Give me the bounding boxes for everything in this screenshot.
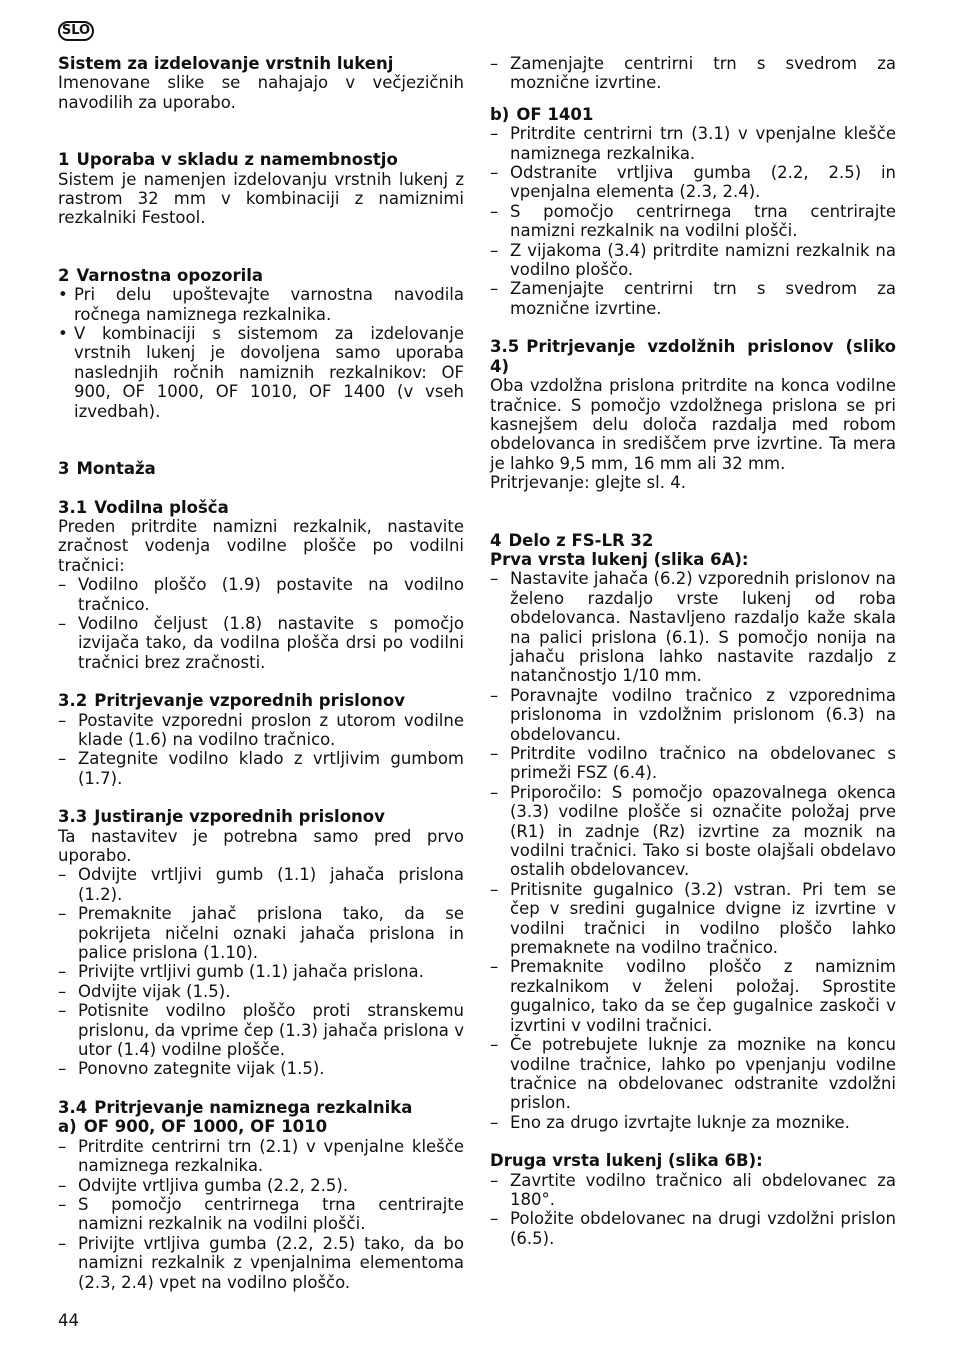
- dash-marker: –: [490, 240, 499, 260]
- section-3-1-heading: [58, 498, 464, 517]
- dash-marker: –: [58, 575, 67, 595]
- list-item: – Premaknite jahač prislona tako, da se pokrijeta ničelni oznaki jahača prislona in palice prislona (1.10).: [58, 904, 464, 963]
- dash-marker: –: [58, 865, 67, 885]
- dash-marker: –: [490, 163, 499, 183]
- section-3-4-heading: [58, 1098, 464, 1117]
- section-3-3-text: Ta nastavitev je potrebna samo pred prvo uporabo.: [58, 826, 464, 865]
- bullet-marker: •: [58, 324, 68, 344]
- dash-marker: –: [58, 710, 67, 730]
- list-item: – Odvijte vrtljivi gumb (1.1) jahača prislona (1.2).: [58, 865, 464, 904]
- list-item: – Odvijte vrtljiva gumba (2.2, 2.5).: [58, 1175, 349, 1195]
- section-number: 3.3: [58, 807, 88, 827]
- dash-marker: –: [58, 1194, 67, 1214]
- left-column: [58, 54, 464, 1292]
- dash-marker: –: [490, 782, 499, 802]
- list-item: – Privijte vrtljivi gumb (1.1) jahača prislona.: [58, 962, 424, 982]
- section-3-1-text: Preden pritrdite namizni rezkalnik, nastavite zračnost vodenja vodilne plošče po vodilni tračnici:: [58, 516, 464, 575]
- dash-marker: –: [58, 1175, 67, 1195]
- list-item: – Premaknite vodilno ploščo z namiznim rezkalnikom v želeni položaj. Sprostite gugalnico, tako da se čep gugalnice zaskoči v izvrtini v vodilni tračnici.: [490, 957, 896, 1035]
- subsection-second-row-heading: Druga vrsta lukenj (slika 6B):: [490, 1151, 763, 1171]
- dash-marker: –: [58, 981, 67, 1001]
- list-item: – Privijte vrtljiva gumba (2.2, 2.5) tako, da bo namizni rezkalnik z vpenjalnima elementoma (2.3, 2.4) vpet na vodilno ploščo.: [58, 1233, 464, 1292]
- list-item: – Priporočilo: S pomočjo opazovalnega okenca (3.3) vodilne plošče si označite položaj prve (R1) in zadnje (Rz) izvrtine za moznik na vodilni tračnici. Tako si boste olajšali obdelavo ostalih obdelovancev.: [490, 782, 896, 880]
- dash-marker: –: [490, 1112, 499, 1132]
- section-number: 3: [58, 459, 70, 479]
- list-item: – Z vijakoma (3.4) pritrdite namizni rezkalnik na vodilno ploščo.: [490, 240, 896, 280]
- list-item: – Pritisnite gugalnico (3.2) vstran. Pri tem se čep v sredini gugalnice dvigne iz izvrtine v vodilni tračnici in vodilno ploščo lahko premaknete na vodilno tračnico.: [490, 879, 896, 958]
- section-3-5-text: Oba vzdolžna prislona pritrdite na konca vodilne tračnice. S pomočjo vzdolžnega prislona se pri kasnejšem delu določa razdalja med robom obdelovanca in središčem prve izvrtine. Ta mera je lahko 9,5 mm, 16 mm ali 32 mm.: [490, 376, 896, 473]
- dash-marker: –: [490, 569, 499, 589]
- list-item: – Ponovno zategnite vijak (1.5).: [58, 1059, 325, 1079]
- list-item: – Če potrebujete luknje za moznike na koncu vodilne tračnice, lahko po vpenjanju vodilne tračnice na obdelovanec odstranite vzdolžni prislon.: [490, 1035, 896, 1113]
- list-item: – Eno za drugo izvrtajte luknje za moznike.: [490, 1112, 850, 1132]
- section-title: Vodilna plošča: [94, 497, 229, 517]
- dash-marker: –: [58, 613, 67, 633]
- section-title: Pritrjevanje namiznega rezkalnika: [94, 1097, 413, 1117]
- dash-marker: –: [490, 54, 499, 73]
- list-item: – Pritrdite vodilno tračnico na obdelovanec s primeži FSZ (6.4).: [490, 744, 896, 783]
- list-item: – Zamenjajte centrirni trn s svedrom za moznične izvrtine.: [490, 279, 896, 318]
- dash-marker: –: [490, 744, 499, 763]
- section-number: 3.2: [58, 691, 88, 711]
- list-item: – Odvijte vijak (1.5).: [58, 981, 231, 1001]
- section-number: b): [490, 104, 510, 124]
- list-item: – Zavrtite vodilno tračnico ali obdelovanec za 180°.: [490, 1170, 896, 1209]
- dash-marker: –: [490, 957, 499, 977]
- list-item: – S pomočjo centrirnega trna centrirajte namizni rezkalnik na vodilni plošči.: [58, 1194, 464, 1234]
- dash-marker: –: [490, 1209, 499, 1229]
- list-item: – Nastavite jahača (6.2) vzporednih prislonov na želeno razdaljo vrste lukenj od roba obdelovanca. Nastavljeno razdaljo kaže skala na palici prislona (6.1). S pomočjo nonija na jahaču prislona lahko nastavite razdaljo z natančnostjo 1/10 mm.: [490, 569, 896, 686]
- dash-marker: –: [490, 201, 499, 221]
- section-3-heading: [58, 459, 464, 478]
- section-3-4-b-heading: [490, 105, 896, 124]
- page-title: Sistem za izdelovanje vrstnih lukenj: [58, 54, 394, 73]
- dash-marker: –: [58, 1136, 67, 1156]
- list-item: – Pritrdite centrirni trn (2.1) v vpenjalne klešče namiznega rezkalnika.: [58, 1136, 464, 1176]
- section-3-5-heading: [490, 337, 896, 376]
- section-title: Varnostna opozorila: [76, 265, 264, 285]
- list-item: – Postavite vzporedni proslon z utorom vodilne klade (1.6) na vodilno tračnico.: [58, 710, 464, 749]
- section-3-3-heading: [58, 807, 464, 826]
- section-title: OF 1401: [516, 104, 594, 124]
- section-title: Pritrjevanje vzdolžnih prislonov (sliko 4): [490, 337, 896, 376]
- section-number: 3.4: [58, 1097, 88, 1117]
- section-title: Delo z FS-LR 32: [508, 530, 654, 550]
- dash-marker: –: [490, 879, 499, 899]
- list-item: – Poravnajte vodilno tračnico z vzporednima prislonoma in vzdolžnim prislonom (6.3) na obdelovancu.: [490, 685, 896, 744]
- section-3-5-text-2: Pritrjevanje: glejte sl. 4.: [490, 473, 686, 493]
- dash-marker: –: [490, 1035, 499, 1055]
- section-4-heading: [490, 531, 896, 550]
- section-title: Uporaba v skladu z namembnostjo: [76, 150, 398, 170]
- list-item: – Pritrdite centrirni trn (3.1) v vpenjalne klešče namiznega rezkalnika.: [490, 124, 896, 163]
- page-number: 44: [58, 1311, 79, 1330]
- section-number: 4: [490, 530, 502, 550]
- dash-marker: –: [58, 1059, 67, 1079]
- list-item: – Odstranite vrtljiva gumba (2.2, 2.5) in vpenjalna elementa (2.3, 2.4).: [490, 163, 896, 202]
- language-badge: SLO: [58, 21, 94, 41]
- list-item: • V kombinaciji s sistemom za izdelovanje vrstnih lukenj je dovoljena samo uporaba naslednjih ročnih namiznih rezkalnikov: OF 900, OF 1000, OF 1010, OF 1400 (v vseh izvedbah).: [58, 324, 464, 421]
- list-item: – Potisnite vodilno ploščo proti stranskemu prislonu, da vprime čep (1.3) jahača prislona v utor (1.4) vodilne plošče.: [58, 1001, 464, 1060]
- section-number: 2: [58, 265, 70, 285]
- dash-marker: –: [490, 124, 499, 144]
- section-3-4-a-heading: [58, 1117, 464, 1136]
- section-number: a): [58, 1117, 77, 1137]
- list-item: • Pri delu upoštevajte varnostna navodila ročnega namiznega rezkalnika.: [58, 285, 464, 324]
- dash-marker: –: [490, 1170, 499, 1190]
- dash-marker: –: [58, 904, 67, 924]
- subsection-first-row-heading: Prva vrsta lukenj (slika 6A):: [490, 549, 749, 569]
- dash-marker: –: [490, 685, 499, 705]
- intro-text: Imenovane slike se nahajajo v večjezičnih navodilih za uporabo.: [58, 73, 464, 112]
- dash-marker: –: [58, 749, 67, 769]
- dash-marker: –: [58, 962, 67, 982]
- bullet-marker: •: [58, 285, 68, 305]
- section-1-heading: [58, 150, 464, 169]
- list-item: – Položite obdelovanec na drugi vzdolžni prislon (6.5).: [490, 1209, 896, 1248]
- dash-marker: –: [58, 1233, 67, 1253]
- section-title: OF 900, OF 1000, OF 1010: [83, 1117, 328, 1137]
- section-3-2-heading: [58, 691, 464, 710]
- section-number: 3.5: [490, 337, 520, 357]
- section-title: Pritrjevanje vzporednih prislonov: [94, 691, 406, 711]
- list-item: – Zamenjajte centrirni trn s svedrom za moznične izvrtine.: [490, 54, 896, 93]
- right-column: [490, 54, 896, 1248]
- list-item: – Zategnite vodilno klado z vrtljivim gumbom (1.7).: [58, 749, 464, 788]
- dash-marker: –: [490, 279, 499, 299]
- list-item: – Vodilno čeljust (1.8) nastavite s pomočjo izvijača tako, da vodilna plošča drsi po vodilni tračnici brez zračnosti.: [58, 613, 464, 672]
- dash-marker: –: [58, 1001, 67, 1021]
- section-title: Justiranje vzporednih prislonov: [94, 807, 385, 827]
- section-2-heading: [58, 266, 464, 285]
- list-item: – S pomočjo centrirnega trna centrirajte namizni rezkalnik na vodilni plošči.: [490, 201, 896, 241]
- section-number: 1: [58, 150, 70, 170]
- section-1-text: Sistem je namenjen izdelovanju vrstnih lukenj z rastrom 32 mm v kombinaciji z namiznimi rezkalniki Festool.: [58, 169, 464, 228]
- section-title: Montaža: [76, 459, 156, 479]
- section-number: 3.1: [58, 497, 88, 517]
- list-item: – Vodilno ploščo (1.9) postavite na vodilno tračnico.: [58, 575, 464, 614]
